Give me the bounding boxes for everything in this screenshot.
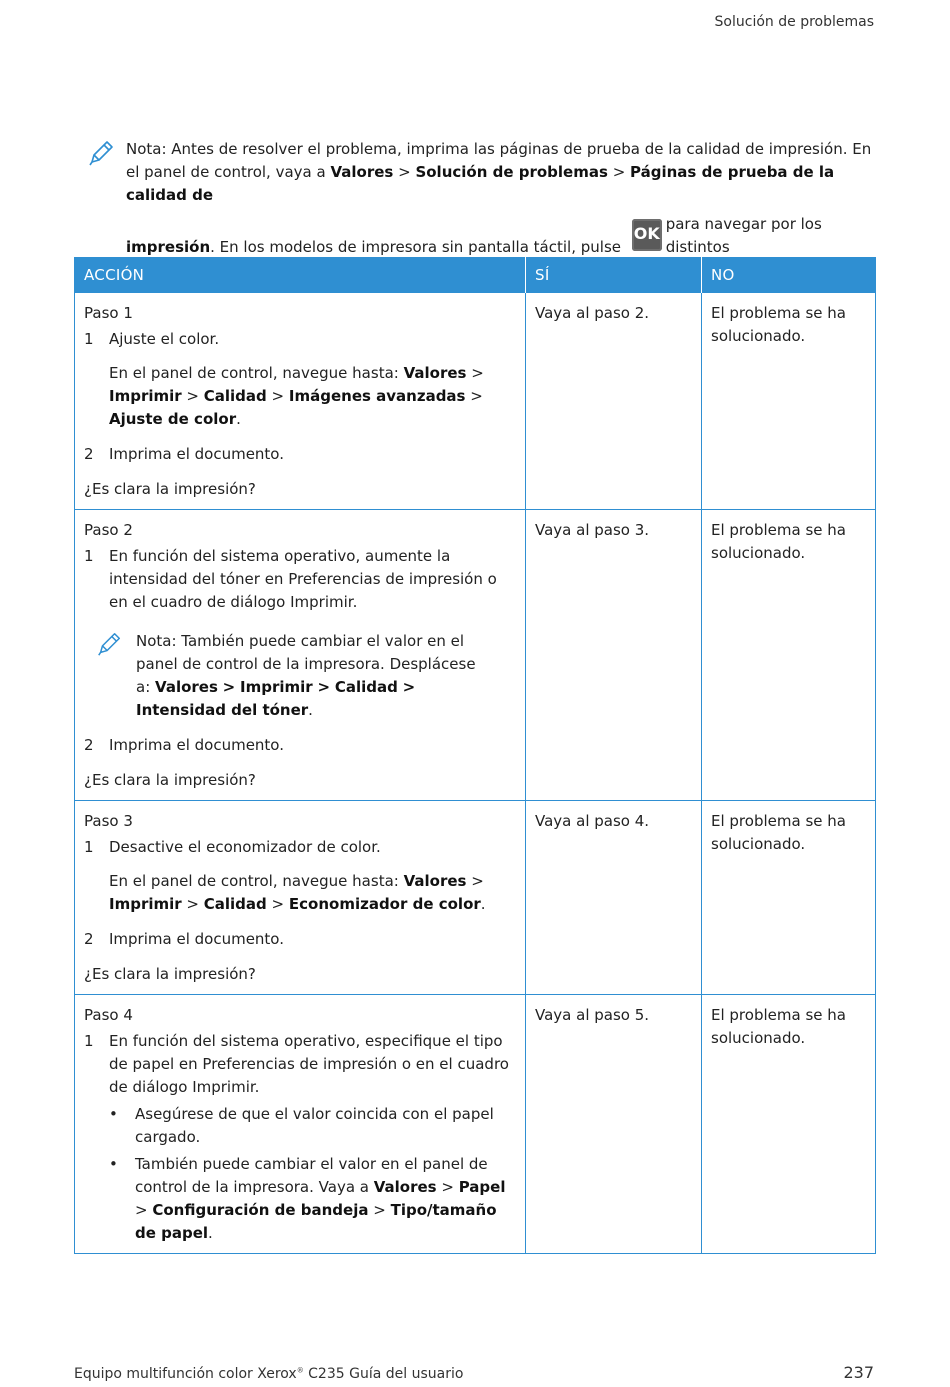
action-cell — [75, 995, 526, 1254]
table-header-row — [75, 257, 876, 293]
yes-cell: Vaya al paso 2. — [526, 293, 702, 510]
list-item: 2 Imprima el documento. — [84, 736, 284, 754]
no-cell: El problema se ha solucionado. — [702, 801, 876, 995]
table-row — [75, 995, 876, 1254]
pencil-icon — [95, 630, 123, 658]
header-accion: ACCIÓN — [75, 257, 526, 293]
step-title: Paso 3 — [84, 812, 133, 830]
no-cell: El problema se ha solucionado. — [702, 995, 876, 1254]
yes-cell: Vaya al paso 4. — [526, 801, 702, 995]
menu-path: En el panel de control, navegue hasta: Valores > Imprimir > Calidad > Economizador de color. — [109, 872, 486, 913]
note-top-line3: impresión . En los modelos de impresora sin pantalla táctil, pulse OK para navegar por los distintos — [126, 215, 822, 256]
pencil-icon — [86, 138, 116, 168]
yes-cell: Vaya al paso 3. — [526, 510, 702, 801]
list-item: 1 En función del sistema operativo, aumente la intensidad del tóner en Preferencias de impresión o en el cuadro de diálogo Imprimir. — [84, 547, 497, 611]
list-item: 1 En función del sistema operativo, especifique el tipo de papel en Preferencias de impresión o en el cuadro de diálogo Imprimir. — [84, 1032, 509, 1096]
header-no: NO — [702, 257, 876, 293]
ok-button-icon: OK — [632, 219, 662, 251]
bullet-item: • También puede cambiar el valor en el panel de control de la impresora. Vaya a Valores > Papel > Configuración de bandeja > Tipo/tamaño de papel. — [109, 1155, 506, 1242]
step-title: Paso 1 — [84, 304, 133, 322]
running-header: Solución de problemas — [714, 14, 874, 30]
inner-note: Nota: También puede cambiar el valor en el panel de control de la impresora. Desplácese a: Valores > Imprimir > Calidad > Intensidad del tóner. — [109, 630, 516, 722]
question: ¿Es clara la impresión? — [84, 480, 256, 498]
step-title: Paso 2 — [84, 521, 133, 539]
header-si: SÍ — [526, 257, 702, 293]
action-cell — [75, 801, 526, 995]
table-row — [75, 510, 876, 801]
step-title: Paso 4 — [84, 1006, 133, 1024]
action-cell — [75, 293, 526, 510]
action-cell — [75, 510, 526, 801]
table-row — [75, 293, 876, 510]
footer-guide-title: Equipo multifunción color Xerox® C235 Guía del usuario — [74, 1366, 464, 1382]
page-number: 237 — [843, 1363, 874, 1382]
list-item: 1 Desactive el economizador de color. — [84, 838, 381, 856]
note-top-line1: Nota: Antes de resolver el problema, imprima las páginas de prueba de la calidad de impresión. En el panel de control, vaya a Valores > Solución de problemas > Páginas de prueba de la calidad de — [126, 140, 872, 204]
table-row — [75, 801, 876, 995]
yes-cell: Vaya al paso 5. — [526, 995, 702, 1254]
list-item: 1 Ajuste el color. — [84, 330, 220, 348]
list-item: 2 Imprima el documento. — [84, 445, 284, 463]
troubleshooting-table — [74, 257, 876, 1254]
no-cell: El problema se ha solucionado. — [702, 510, 876, 801]
menu-path: En el panel de control, navegue hasta: Valores > Imprimir > Calidad > Imágenes avanzadas > Ajuste de color. — [109, 364, 484, 428]
question: ¿Es clara la impresión? — [84, 771, 256, 789]
question: ¿Es clara la impresión? — [84, 965, 256, 983]
bullet-item: • Asegúrese de que el valor coincida con el papel cargado. — [109, 1105, 494, 1146]
list-item: 2 Imprima el documento. — [84, 930, 284, 948]
no-cell: El problema se ha solucionado. — [702, 293, 876, 510]
